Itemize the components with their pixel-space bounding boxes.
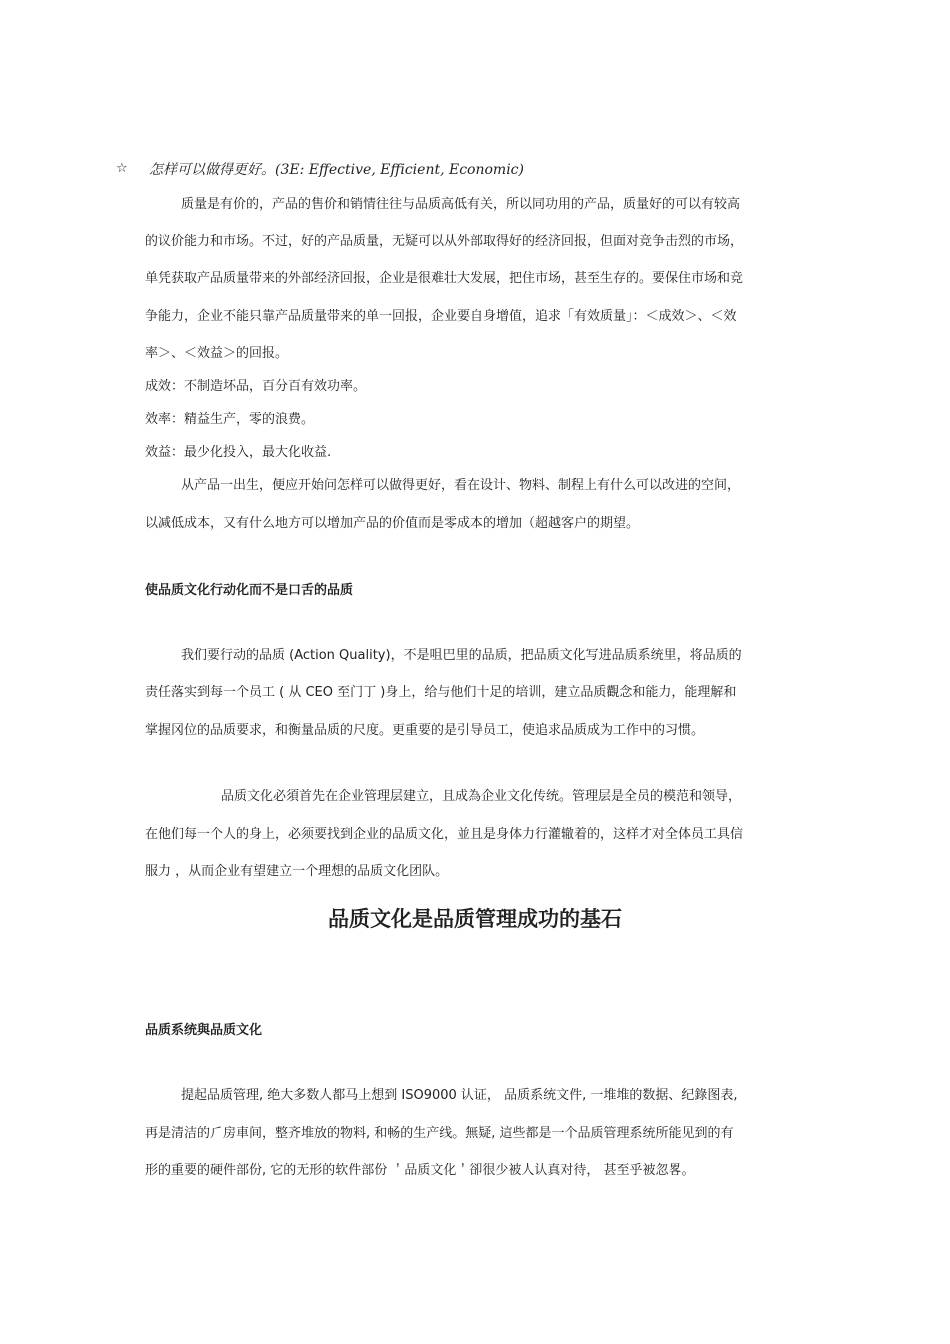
paragraph-line: 品质文化必須首先在企业管理层建立，且成為企业文化传统。管理层是全员的模范和领导，: [221, 789, 742, 804]
paragraph-line: 责任落实到每一个员工 ( 从 CEO 至门丁 )身上，给与他们十足的培训，建立品质觀念和能力，能理解和: [145, 685, 737, 700]
paragraph-line: 率＞、＜效益＞的回报。: [145, 346, 289, 361]
page-title: 品质文化是品质管理成功的基石: [328, 907, 622, 931]
paragraph-line: 的议价能力和市场。不过，好的产品质量，无疑可以从外部取得好的经济回报，但面对竞争击烈的市场，: [145, 234, 744, 249]
paragraph-line: 掌握冈位的品质要求，和衡量品质的尺度。更重要的是引导员工，使追求品质成为工作中的习惯。: [145, 723, 705, 738]
paragraph-line: 再是清洁的⺁房車间，整齐堆放的物料, 和畅的生产线。無疑, 這些都是一个品质管理系统所能见到的有: [145, 1126, 734, 1141]
paragraph-line: 以减低成本，又有什么地方可以增加产品的价值而是零成本的增加（超越客户的期望。: [145, 516, 640, 531]
paragraph-line: 服力 ，从而企业有望建立一个理想的品质文化团队。: [145, 864, 449, 879]
section-heading-action-quality: 使品质文化行动化而不是口舌的品质: [145, 583, 354, 598]
definition-efficiency: 效率：精益生产，零的浪费。: [145, 412, 315, 427]
section-heading-3e: 怎样可以做得更好。(3E: Effective, Efficient, Economic): [149, 162, 524, 178]
section-heading-quality-system: 品质系统與品质文化: [145, 1023, 263, 1038]
star-bullet-icon: ☆: [116, 161, 128, 176]
paragraph-line: 质量是有价的，产品的售价和销情往往与品质高低有关，所以同功用的产品，质量好的可以有较高: [181, 197, 741, 212]
definition-effectiveness: 成效：不制造坏品，百分百有效功率。: [145, 379, 367, 394]
paragraph-line: 争能力，企业不能只靠产品质量带来的单一回报，企业要自身增值，追求「有效质量」：＜成效＞、＜效: [145, 309, 737, 324]
paragraph-line: 单凭获取产品质量带来的外部经济回报，企业是很难壮大发展，把住市场，甚至生存的。要保住市场和竞: [145, 271, 744, 286]
paragraph-line: 从产品一出生，便应开始问怎样可以做得更好，看在设计、物料、制程上有什么可以改进的空间，: [181, 478, 741, 493]
paragraph-line: 在他们每一个人的身上，必须要找到企业的品质文化，並且是身体力行灌辙着的，这样才对全体员工具信: [145, 827, 744, 842]
paragraph-line: 形的重要的硬件部份, 它的无形的软件部份 ＇品质文化＇卻很少被人认真对待， 甚至乎被忽畧。: [145, 1163, 695, 1178]
paragraph-line: 我们要行动的品质 (Action Quality)，不是咀巴里的品质，把品质文化写进品质系统里，将品质的: [181, 648, 742, 663]
definition-economy: 效益：最少化投入，最大化收益.: [145, 445, 332, 460]
paragraph-line: 提起品质管理, 绝大多数人都马上想到 ISO9000 认证， 品质系统文件, 一堆堆的数据、纪錄图表,: [181, 1088, 738, 1103]
